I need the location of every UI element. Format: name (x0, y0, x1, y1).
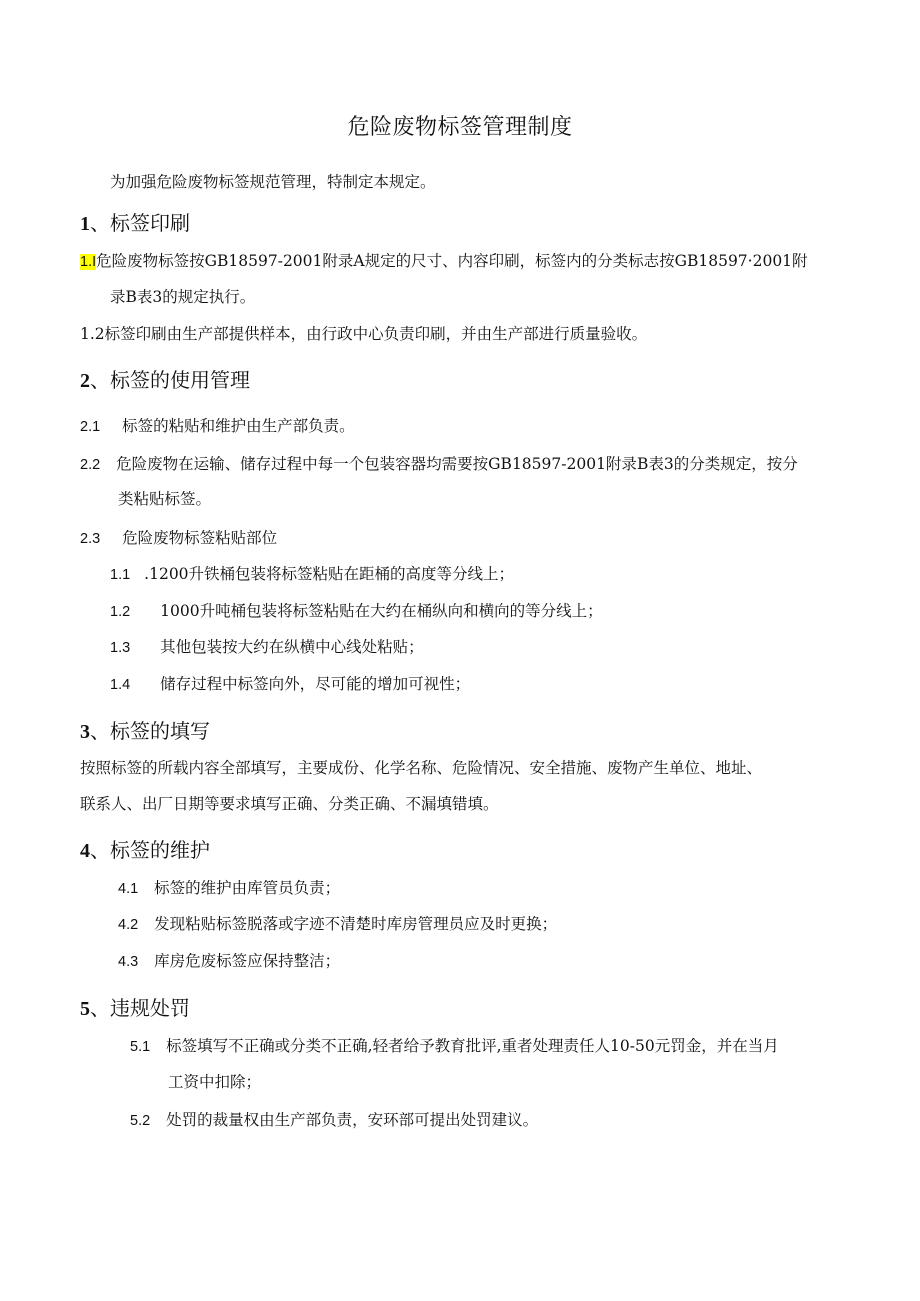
section-3-number: 3 (80, 721, 90, 743)
section-2-number: 2 (80, 370, 90, 392)
clause-1-1-continuation: 录B表3的规定执行。 (110, 288, 256, 306)
section-5-number: 5 (80, 998, 90, 1020)
section-3-line-2: 联系人、出厂日期等要求填写正确、分类正确、不漏填错填。 (80, 795, 499, 813)
clause-5-2-text: 处罚的裁量权由生产部负责，安环部可提出处罚建议。 (166, 1111, 539, 1129)
intro-paragraph: 为加强危险废物标签规范管理，特制定本规定。 (110, 173, 436, 191)
clause-5-1-text: 标签填写不正确或分类不正确,轻者给予教育批评,重者处理责任人10-50元罚金，并在当月 (166, 1037, 779, 1055)
clause-5-1 (130, 1036, 779, 1057)
section-4-title: 标签的维护 (110, 838, 210, 862)
section-3-line-1: 按照标签的所载内容全部填写，主要成份、化学名称、危险情况、安全措施、废物产生单位、地址、 (80, 759, 763, 777)
section-4-heading (80, 838, 210, 863)
clause-4-2 (118, 914, 557, 935)
clause-2-3-text: 危险废物标签粘贴部位 (122, 529, 278, 547)
clause-1-1 (80, 251, 808, 272)
section-1-title: 标签印刷 (110, 211, 190, 235)
subclause-3-number: 1.3 (110, 640, 131, 656)
section-1-heading (80, 211, 190, 236)
section-1-number: 1 (80, 213, 90, 235)
subclause-4 (110, 674, 470, 695)
clause-2-2-text: 危险废物在运输、储存过程中每一个包装容器均需要按GB18597-2001附录B表3的分类规定，按分 (116, 455, 798, 473)
section-1-separator: 、 (90, 211, 110, 235)
section-4-number: 4 (80, 840, 90, 862)
clause-5-2-number: 5.2 (130, 1113, 151, 1129)
clause-4-3 (118, 951, 340, 972)
section-3-separator: 、 (90, 719, 110, 743)
clause-2-1-number: 2.1 (80, 419, 101, 435)
clause-2-1-text: 标签的粘贴和维护由生产部负责。 (122, 417, 355, 435)
clause-2-2-continuation: 类粘贴标签。 (118, 490, 212, 508)
section-5-heading (80, 996, 190, 1021)
section-5-separator: 、 (90, 996, 110, 1020)
clause-4-3-number: 4.3 (118, 954, 139, 970)
section-3-title: 标签的填写 (110, 719, 210, 743)
subclause-1-text: .1200升铁桶包装将标签粘贴在距桶的高度等分线上； (144, 565, 515, 583)
clause-2-2 (80, 454, 798, 475)
clause-1-1-text: 危险废物标签按GB18597-2001附录A规定的尺寸、内容印刷，标签内的分类标志按GB18597·2001附 (96, 252, 808, 270)
subclause-4-number: 1.4 (110, 677, 131, 693)
clause-4-2-number: 4.2 (118, 917, 139, 933)
clause-1-1-number: 1.I (80, 254, 97, 270)
subclause-4-text: 储存过程中标签向外，尽可能的增加可视性； (160, 675, 471, 693)
subclause-2-number: 1.2 (110, 604, 131, 620)
clause-4-2-text: 发现粘贴标签脱落或字迹不清楚时库房管理员应及时更换； (154, 915, 558, 933)
clause-1-2: 1.2标签印刷由生产部提供样本，由行政中心负责印刷，并由生产部进行质量验收。 (80, 325, 648, 343)
clause-4-1 (118, 878, 340, 899)
section-3-heading (80, 719, 210, 744)
section-2-separator: 、 (90, 368, 110, 392)
section-4-separator: 、 (90, 838, 110, 862)
document-title: 危险废物标签管理制度 (347, 115, 573, 140)
section-5-title: 违规处罚 (110, 996, 190, 1020)
clause-4-1-number: 4.1 (118, 881, 139, 897)
subclause-1 (110, 564, 514, 585)
subclause-2-text: 1000升吨桶包装将标签粘贴在大约在桶纵向和横向的等分线上； (160, 602, 603, 620)
clause-5-1-number: 5.1 (130, 1039, 151, 1055)
subclause-3 (110, 637, 424, 658)
subclause-2 (110, 601, 603, 622)
clause-2-3 (80, 528, 277, 549)
subclause-3-text: 其他包装按大约在纵横中心线处粘贴； (160, 638, 424, 656)
clause-2-3-number: 2.3 (80, 531, 101, 547)
clause-5-1-continuation: 工资中扣除； (168, 1073, 262, 1091)
clause-5-2 (130, 1110, 538, 1131)
clause-2-1 (80, 416, 355, 437)
clause-4-3-text: 库房危废标签应保持整洁； (154, 952, 341, 970)
section-2-heading (80, 368, 250, 393)
clause-4-1-text: 标签的维护由库管员负责； (154, 879, 341, 897)
section-2-title: 标签的使用管理 (110, 368, 250, 392)
clause-2-2-number: 2.2 (80, 457, 101, 473)
subclause-1-number: 1.1 (110, 567, 131, 583)
